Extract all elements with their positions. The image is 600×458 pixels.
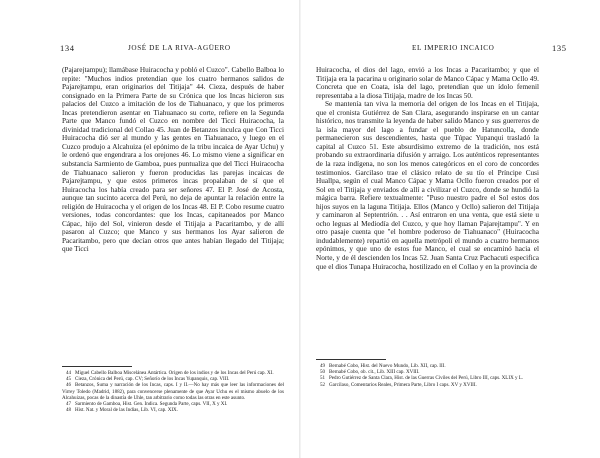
running-head: JOSÉ DE LA RIVA-AGÜERO [128,44,231,52]
paragraph: (Pajarejtampu); llamábase Huiracocha y pobló el Cuzco". Cabello Balboa lo repite: "Muchos indios pretendian que los cuatro hermanos salidos de Pajarejtampu, eran originarios del Titijaja" 44. Cieza, después de haber consignado en la Primera Parte de su Crónica que los Incas hicieron sus palacios del Cuzco a imitación de los de Tiahuanaco, y que los primeros Incas pretendieron asentar en Tiahuanaco su corte, refiere en la Segunda Parte que Manco fundó el Cuzco en nombre del Ticci Huiracocha, la divinidad tradicional del Collao 45. Juan de Betanzos inculca que Con Ticci Huiracocha dió ser al mundo y las gentes en Tiahuanaco, y luego en el Cuzco produjo a Alcahuiza (el epónimo de la tribu incaica de Ayar Uchu) y le ordenó que engendrara a los orejones 46. Lo mismo viene a significar en substancia Sarmiento de Gamboa, pues puntualiza que del Ticci Huiracocha de Tiahuanaco salieron y fueron producidas las parejas incaicas de Pajarejtampu, y que estos primeros incas propalaban de sí que el Huiracocha los había creado para ser señores 47. El P. José de Acosta, aunque tan sucinto acerca del Perú, no deja de apuntar la relación entre la religión de Huiracocha y el origen de los Incas 48. El P. Cobo resume cuatro versiones, todas concordantes: que los Incas, capitaneados por Manco Cápac, hijo del Sol, vinieron desde el Titijaja a Pacaritambo, y de allí pasaron al Cuzco; que Manco y sus hermanos los Ayar salieron de Pacaritambo, pero que decían otros que antes habían llegado del Titijaja; que Ticci [62,66,284,254]
footnote-text: Pedro Gutiérrez de Santa Clara, Hist. de las Guerras Civiles del Perú, Libro III, caps. XLIX y L. [329,375,524,382]
footnote-text: Sarmiento de Gamboa, Hist. Gen. Indica. Segunda Parte, caps. VII, X y XI. [75,401,228,408]
footnote [62,382,284,401]
body-text [62,66,284,254]
footnote-number: 49 [319,363,325,369]
footnote-rule [62,366,132,367]
footnotes [316,363,539,388]
footnote-number: 48 [65,407,71,414]
footnote-text: Bernabé Cobo, Hist. del Nuevo Mundo, Lib. XII, cap. III. [329,363,446,369]
body-text [316,66,539,271]
footnotes [62,370,284,413]
footnote-number: 45 [65,376,71,383]
paragraph: Huiracocha, el dios del lago, envió a los Incas a Pacaritambo; y que el Titijaja era la pacarina u originario solar de Manco Cápac y Mama Ocllo 49. Concreta que en Coata, isla del lago, pretendían que un ídolo femenil representaba a la diosa Titijaja, madre de los Incas 50. [316,66,539,100]
page-number: 135 [552,43,567,53]
footnote [62,407,284,413]
footnote-rule [316,359,386,360]
footnote-text: Garcilaso, Comentarios Reales, Primera Parte, Libro I caps. XV y XVIII. [329,381,477,388]
footnote [316,382,539,388]
footnote-text: Miguel Cabello Balboa Miscelánea Antártica. Origen de los indios y de los Incas del Perú cap. XI. [75,370,274,376]
footnote-number: 46 [65,382,71,389]
paragraph: Se mantenía tan viva la memoria del origen de los Incas en el Titijaja, que el cronista Gutiérrez de San Clara, asegurando inspirarse en un cantar histórico, nos transmite la leyenda de haber salido Manco y sus guerreros de la isla mayor del lago a fundar el pueblo de Hatuncolla, donde permanecieron sus descendientes, hasta que Túpac Yupanqui trasladó la capital al Cuzco 51. Este absurdísimo extremo de la tradición, nos está probando su extraordinaria difusión y arraigo. Los auténticos representantes de la raza indígena, no son los menos categóricos en el coro de concordes testimonios. Garcilaso trae el clásico relato de su tío el Príncipe Cusi Huallpa, según el cual Manco Cápac y Mama Ocllo fueron creados por el Sol en el Titijaja y enviados de allí a civilizar el Cuzco, donde se hundió la mágica barra. Refiere textualmente: "Puso nuestro padre el Sol estos dos hijos suyos en la laguna Titijaja. Ellos (Manco y Ocllo) salieron del Titijaja y caminaron al Septentrión. . . Así entraron en una venta, que está siete u ocho leguas al Mediodía del Cuzco, y que hoy llaman Pajarejtampu". Y en otro pasaje cuenta que "el hombre poderoso de Tiahuanaco" (Huiracocha indudablemente) repartió en aquella metrópoli el mundo a cuatro hermanos epónimos, y que uno de estos fue Manco, el cual se encaminó hacia el Norte, y de él descienden los Incas 52. Juan Santa Cruz Pachacuti especifica que el dios Tunapa Huiracocha, hostilizado en el Collao y en la provincia de [316,100,539,271]
footnote-number: 47 [65,401,71,408]
right-page [300,0,600,458]
footnote-number: 44 [65,370,71,376]
footnote-text: Betanzos, Suma y narración de los Incas, caps. I y II.—No hay más que leer las informaciones del Virrey Toledo (Madrid, 1882), para convencerse plenamente de que Ayar Uchu es el mismo abuelo de los Alcahuizas, pocas de la dinastía de Uhle, tan arbitrario como todas las otras en este asunto. [62,382,284,401]
page-number: 134 [60,43,75,53]
running-head: EL IMPERIO INCAICO [412,44,495,52]
footnote-number: 51 [319,375,325,382]
footnote-text: Bernabé Cobo, ob. cit., Lib. XIII cap. XVIII. [329,369,420,376]
footnote-text: Hist. Nat. y Moral de las Indias, Lib. VI, cap. XIX. [75,407,178,414]
footnote-number: 50 [319,369,325,376]
footnote-number: 52 [319,381,325,388]
footnote-text: Cieza, Crónica del Perú, cap. CV; Señorío de los Incas Yupanquis, cap. VIII. [75,376,230,383]
